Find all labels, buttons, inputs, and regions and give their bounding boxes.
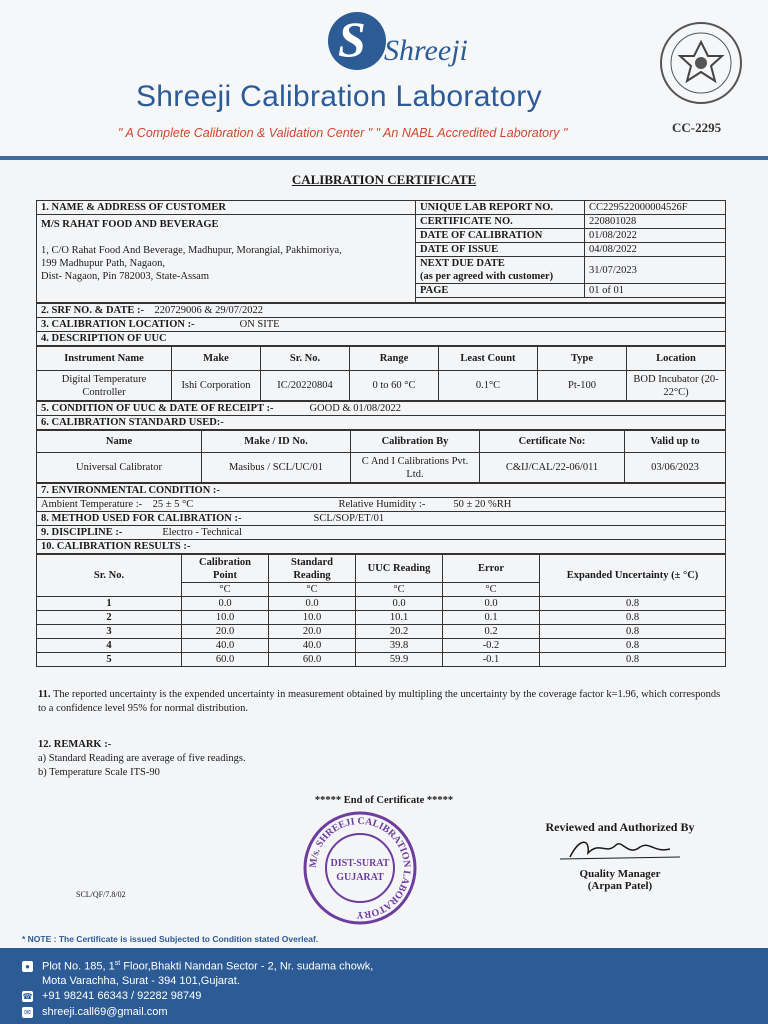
std-col-cert: Certificate No: (480, 431, 625, 453)
res-col-uncertainty: Expanded Uncertainty (± °C) (540, 555, 726, 597)
customer-report-table (36, 200, 726, 303)
res-cell: 10.0 (182, 611, 269, 625)
condition-value: GOOD & 01/08/2022 (309, 403, 402, 414)
location-pin-icon: ● (22, 961, 33, 972)
calibration-date-value: 01/08/2022 (585, 229, 726, 243)
std-name: Universal Calibrator (37, 453, 202, 483)
discipline-value: Electro - Technical (162, 527, 242, 538)
env-row (37, 498, 726, 512)
res-unit-2: °C (269, 583, 356, 597)
customer-address-3: Dist- Nagaon, Pin 782003, State-Assam (41, 271, 209, 282)
phone-icon: ☎ (22, 991, 33, 1001)
letterhead (0, 0, 768, 160)
res-cell: 10.1 (356, 611, 443, 625)
section-table-5-6 (36, 401, 726, 430)
res-cell: 39.8 (356, 639, 443, 653)
logo-s-glyph: S (338, 11, 366, 67)
uuc-row (37, 371, 726, 401)
footer-email: shreeji.call69@gmail.com (42, 1006, 168, 1018)
footer (0, 948, 768, 1024)
res-cell: 0.0 (443, 597, 540, 611)
discipline-row (37, 526, 726, 540)
remark-block (38, 738, 246, 780)
uuc-col-location: Location (627, 347, 726, 371)
res-cell: -0.2 (443, 639, 540, 653)
issue-date-value: 04/08/2022 (585, 243, 726, 257)
remark-a: a) Standard Reading are average of five readings. (38, 753, 246, 764)
srf-label: 2. SRF NO. & DATE :- (41, 305, 144, 316)
logo-word: Shreeji (384, 34, 468, 67)
header-divider (0, 156, 768, 160)
page-value: 01 of 01 (585, 284, 726, 298)
signature-icon (550, 835, 690, 865)
env-heading: 7. ENVIRONMENTAL CONDITION :- (37, 484, 726, 498)
customer-details (37, 215, 416, 303)
tagline: " A Complete Calibration & Validation Center " " An NABL Accredited Laboratory " (118, 126, 568, 140)
res-cell: 20.0 (269, 625, 356, 639)
res-cell: 0.8 (540, 597, 726, 611)
method-value: SCL/SOP/ET/01 (313, 513, 385, 524)
table-row (37, 597, 726, 611)
uuc-table (36, 346, 726, 401)
next-due-value: 31/07/2023 (585, 257, 726, 284)
uuc-type: Pt-100 (538, 371, 627, 401)
footer-addr1-sup: st (114, 960, 121, 967)
res-unit-1: °C (182, 583, 269, 597)
env-temp-value: 25 ± 5 °C (152, 499, 194, 510)
section-table-2-3 (36, 303, 726, 346)
res-cell: 10.0 (269, 611, 356, 625)
table-row (37, 653, 726, 667)
customer-heading: 1. NAME & ADDRESS OF CUSTOMER (37, 201, 416, 215)
issue-date-label: DATE OF ISSUE (416, 243, 585, 257)
unique-report-label: UNIQUE LAB REPORT NO. (416, 201, 585, 215)
end-of-certificate: ***** End of Certificate ***** (314, 795, 454, 806)
footer-addr2: Mota Varachha, Surat - 394 101,Gujarat. (42, 975, 240, 987)
uuc-least-count: 0.1°C (439, 371, 538, 401)
calibration-date-label: DATE OF CALIBRATION (416, 229, 585, 243)
uuc-make: Ishi Corporation (172, 371, 261, 401)
res-cell: 2 (37, 611, 182, 625)
remark-b: b) Temperature Scale ITS-90 (38, 767, 160, 778)
uuc-col-name: Instrument Name (37, 347, 172, 371)
uuc-heading: 4. DESCRIPTION OF UUC (37, 332, 726, 346)
std-make: Masibus / SCL/UC/01 (202, 453, 351, 483)
customer-address-1: 1, C/O Rahat Food And Beverage, Madhupur, Morangial, Pakhimoriya, (41, 245, 342, 256)
env-rh-value: 50 ± 20 %RH (453, 499, 512, 510)
uuc-instrument: Digital Temperature Controller (37, 371, 172, 401)
env-temp-label: Ambient Temperature :- (41, 499, 143, 510)
discipline-label: 9. DISCIPLINE :- (41, 527, 123, 538)
std-col-valid: Valid up to (625, 431, 726, 453)
cc-code: CC-2295 (672, 120, 722, 135)
uuc-col-range: Range (350, 347, 439, 371)
res-cell: 0.1 (443, 611, 540, 625)
res-cell: 20.2 (356, 625, 443, 639)
location-value: ON SITE (239, 319, 280, 330)
res-cell: 0.8 (540, 653, 726, 667)
env-rh-label: Relative Humidity :- (338, 499, 426, 510)
method-row (37, 512, 726, 526)
footer-phone-line (22, 990, 201, 1002)
std-cal-by: C And I Calibrations Pvt. Ltd. (351, 453, 480, 483)
certificate-title: CALIBRATION CERTIFICATE (291, 172, 477, 187)
std-col-cal-by: Calibration By (351, 431, 480, 453)
footer-email-line (22, 1006, 168, 1018)
res-cell: 20.0 (182, 625, 269, 639)
table-row (37, 625, 726, 639)
res-cell: 0.8 (540, 639, 726, 653)
footer-phone: +91 98241 66343 / 92282 98749 (42, 990, 202, 1002)
res-cell: 60.0 (269, 653, 356, 667)
method-label: 8. METHOD USED FOR CALIBRATION :- (41, 513, 242, 524)
condition-label: 5. CONDITION OF UUC & DATE OF RECEIPT :- (41, 403, 274, 414)
stamp-center-2: GUJARAT (336, 872, 384, 883)
uncertainty-note (38, 688, 728, 716)
footer-address (22, 960, 373, 973)
lab-stamp-icon (302, 810, 418, 926)
section-table-7-10 (36, 483, 726, 554)
res-cell: 0.8 (540, 625, 726, 639)
res-cell: 0.0 (269, 597, 356, 611)
res-cell: 5 (37, 653, 182, 667)
uuc-srno: IC/20220804 (261, 371, 350, 401)
uuc-col-srno: Sr. No. (261, 347, 350, 371)
std-cert: C&IJ/CAL/22-06/011 (480, 453, 625, 483)
certificate-no-label: CERTIFICATE NO. (416, 215, 585, 229)
page-label: PAGE (416, 284, 585, 298)
footer-addr1-post: Floor,Bhakti Nandan Sector - 2, Nr. sudama chowk, (120, 960, 374, 973)
results-heading: 10. CALIBRATION RESULTS :- (37, 540, 726, 554)
remark-heading: 12. REMARK :- (38, 739, 112, 750)
signatory-role: Quality Manager (579, 868, 661, 880)
res-col-srno: Sr. No. (37, 555, 182, 597)
uuc-location: BOD Incubator (20-22°C) (627, 371, 726, 401)
location-row (37, 318, 726, 332)
reviewed-by: Reviewed and Authorized By (545, 820, 695, 834)
res-col-uuc-reading: UUC Reading (356, 555, 443, 583)
res-col-std-reading: Standard Reading (269, 555, 356, 583)
overleaf-note: * NOTE : The Certificate is issued Subjected to Condition stated Overleaf. (22, 934, 319, 944)
spacer-cell (416, 298, 726, 303)
standard-row (37, 453, 726, 483)
uuc-range: 0 to 60 °C (350, 371, 439, 401)
res-unit-3: °C (356, 583, 443, 597)
unique-report-value: CC229522000004526F (585, 201, 726, 215)
lab-name: Shreeji Calibration Laboratory (136, 80, 542, 113)
res-cell: 0.0 (356, 597, 443, 611)
certificate-body (36, 200, 726, 667)
results-table (36, 554, 726, 667)
res-cell: 1 (37, 597, 182, 611)
uuc-col-type: Type (538, 347, 627, 371)
nabl-seal-icon (658, 20, 744, 106)
signatory-name: (Arpan Patel) (587, 880, 653, 892)
res-unit-4: °C (443, 583, 540, 597)
note11-num: 11. (38, 689, 51, 700)
standard-heading: 6. CALIBRATION STANDARD USED:- (37, 416, 726, 430)
res-cell: -0.1 (443, 653, 540, 667)
certificate-no-value: 220801028 (585, 215, 726, 229)
form-number: SCL/QF/7.8/02 (76, 890, 126, 899)
signature-block (530, 820, 710, 892)
note11-text: The reported uncertainty is the expended uncertainty in measurement obtained by multipling the uncertainty by the coverage factor k=1.96, which corresponds to a confidence level 95% for normal distribution. (38, 689, 721, 714)
next-due-label-2: (as per agreed with customer) (420, 271, 554, 282)
std-col-make: Make / ID No. (202, 431, 351, 453)
res-cell: 0.2 (443, 625, 540, 639)
table-row (37, 639, 726, 653)
res-cell: 0.8 (540, 611, 726, 625)
condition-row (37, 402, 726, 416)
std-col-name: Name (37, 431, 202, 453)
stamp-center-1: DIST-SURAT (330, 858, 390, 869)
table-row (37, 611, 726, 625)
footer-addr1-pre: Plot No. 185, 1 (42, 960, 115, 973)
customer-name: M/S RAHAT FOOD AND BEVERAGE (41, 219, 219, 230)
srf-value: 220729006 & 29/07/2022 (154, 305, 263, 316)
next-due-label (416, 257, 585, 284)
res-cell: 59.9 (356, 653, 443, 667)
stamp-ring-text: M/s. SHREEJI CALIBRATION LABORATORY (307, 815, 413, 921)
res-col-cal-point: Calibration Point (182, 555, 269, 583)
location-label: 3. CALIBRATION LOCATION :- (41, 319, 195, 330)
standard-table (36, 430, 726, 483)
uuc-col-least-count: Least Count (439, 347, 538, 371)
uuc-col-make: Make (172, 347, 261, 371)
res-cell: 60.0 (182, 653, 269, 667)
res-cell: 40.0 (182, 639, 269, 653)
res-cell: 3 (37, 625, 182, 639)
srf-row (37, 304, 726, 318)
res-cell: 0.0 (182, 597, 269, 611)
next-due-label-1: NEXT DUE DATE (420, 258, 505, 269)
res-cell: 40.0 (269, 639, 356, 653)
customer-address-2: 199 Madhupur Path, Nagaon, (41, 258, 165, 269)
std-valid: 03/06/2023 (625, 453, 726, 483)
email-icon: ✉ (22, 1007, 33, 1018)
res-cell: 4 (37, 639, 182, 653)
res-col-error: Error (443, 555, 540, 583)
